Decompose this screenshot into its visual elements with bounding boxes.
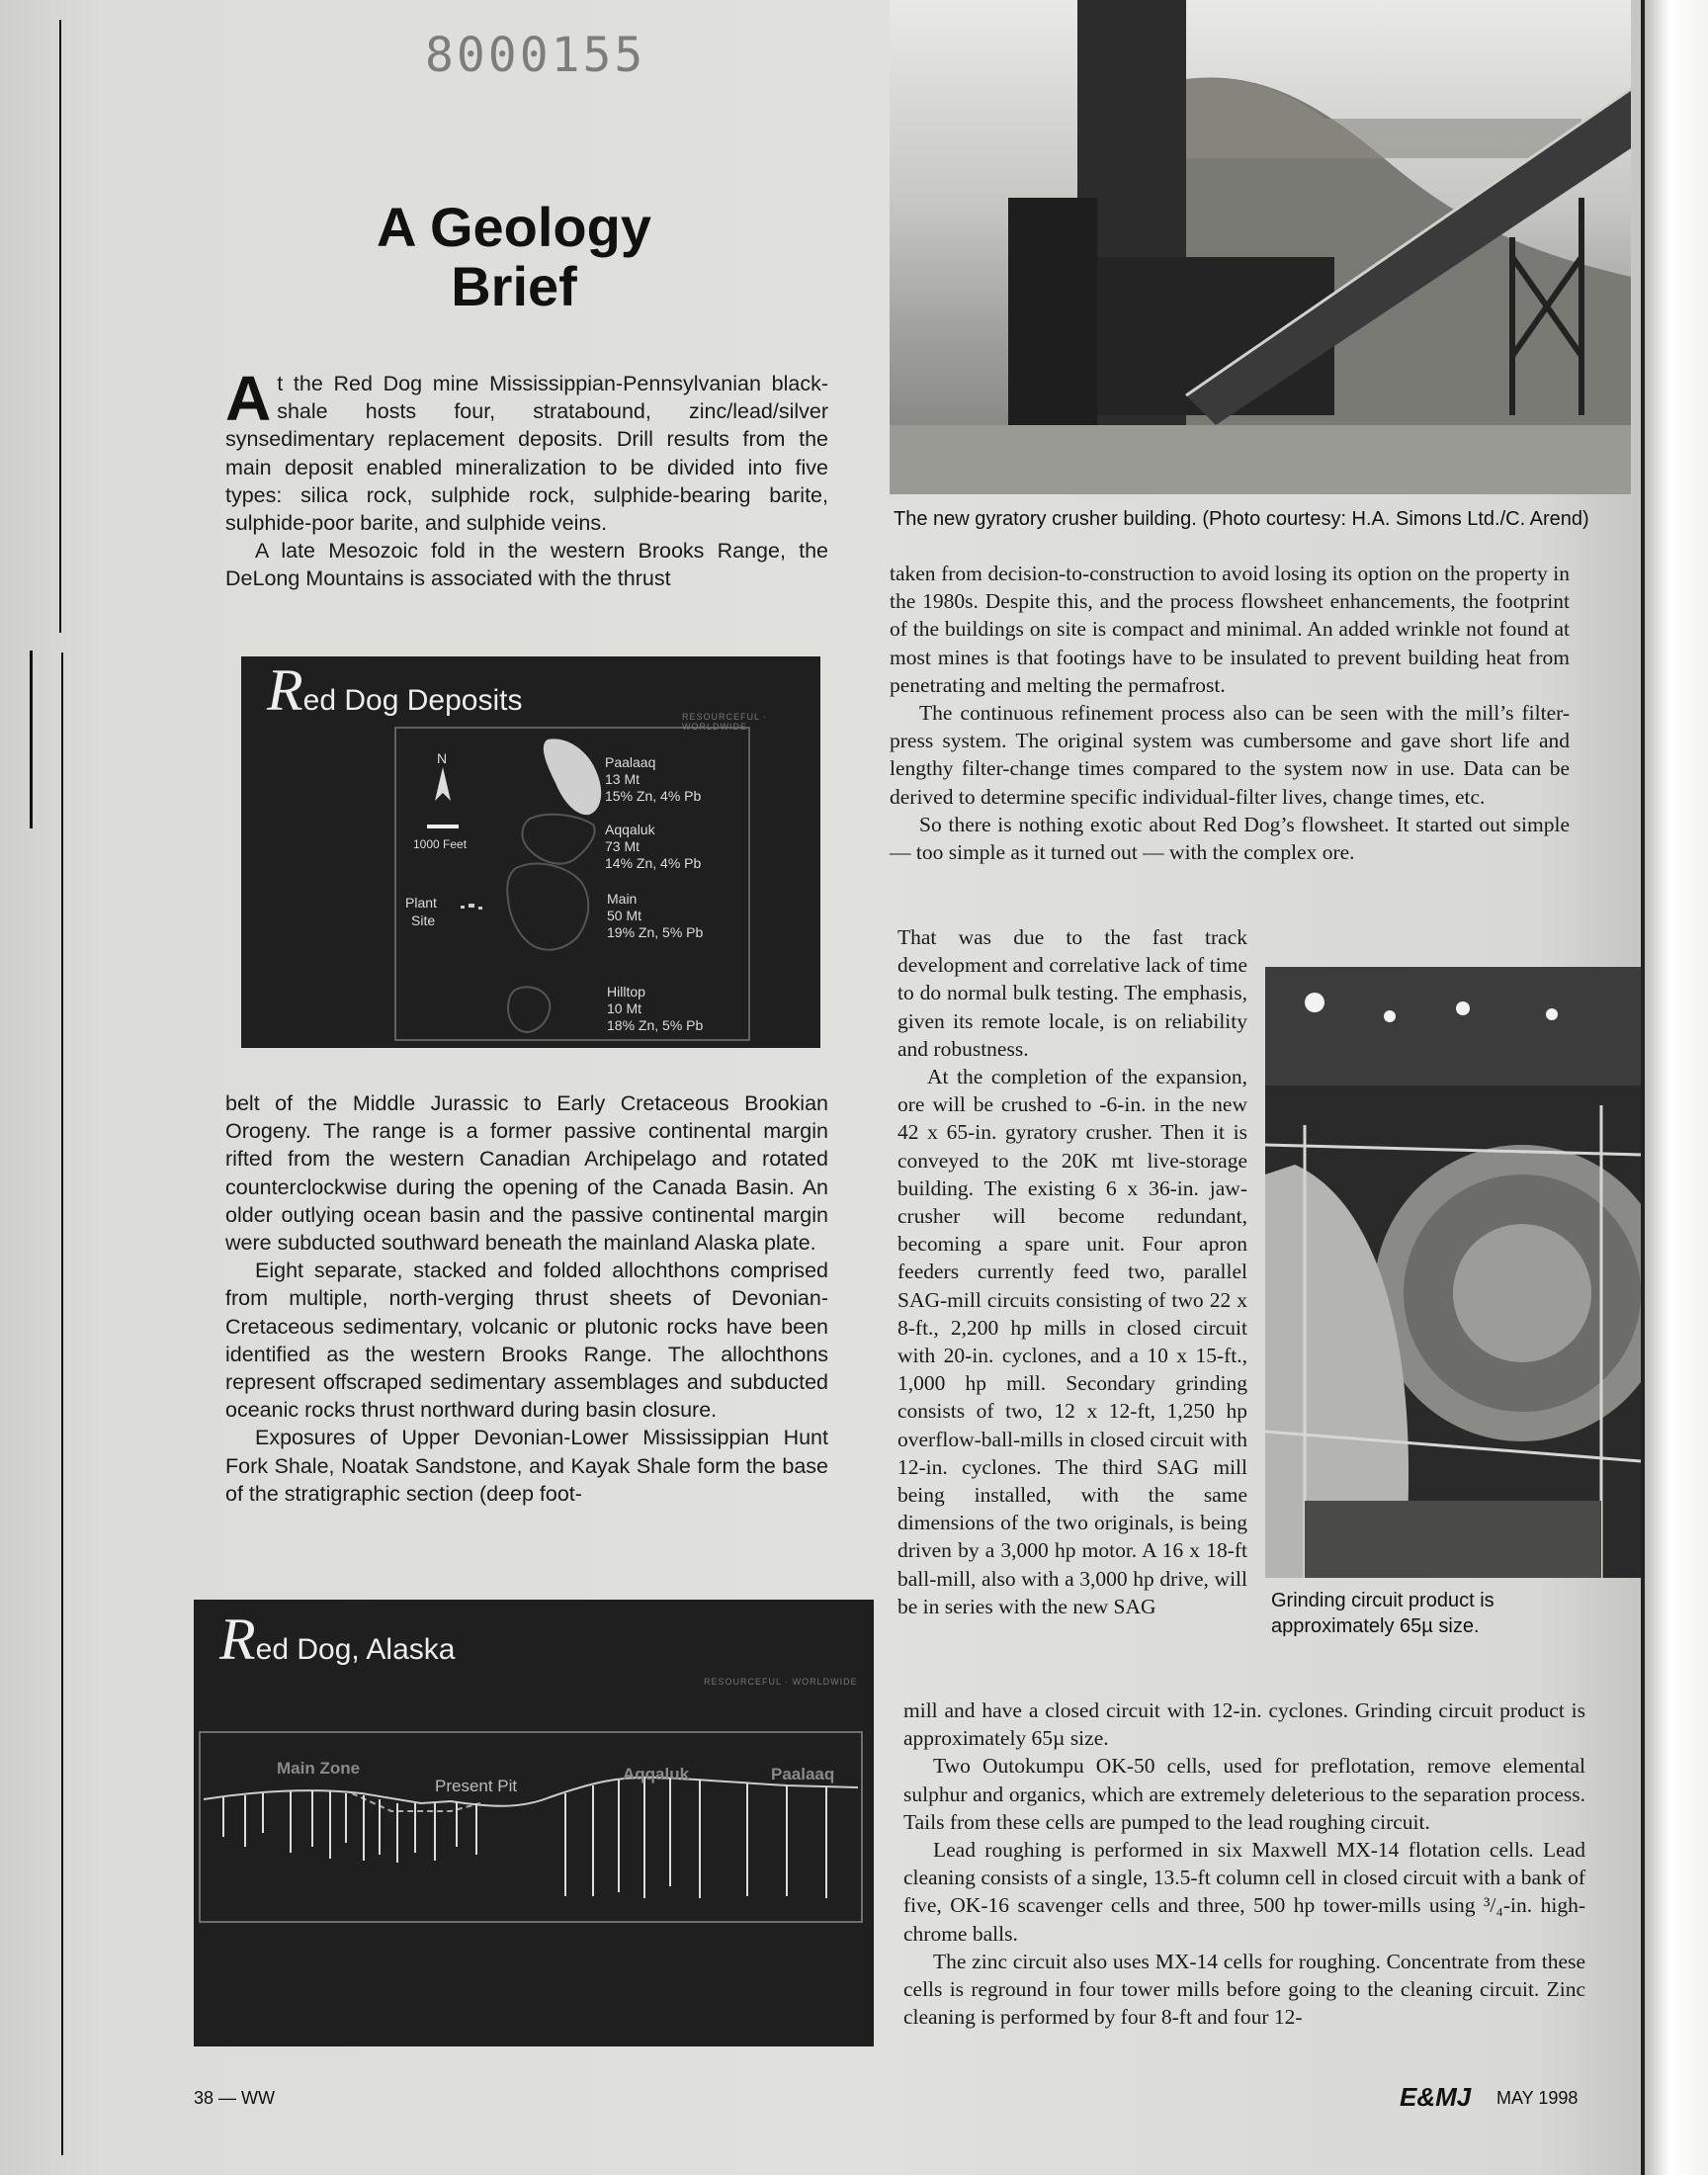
paragraph-4: Exposures of Upper Devonian-Lower Mississippian Hunt Fork Shale, Noatak Sandstone, and Kayak Shale form the base of the stratigraphic section (deep foot- — [225, 1426, 828, 1506]
article-headline — [297, 198, 731, 316]
right-paragraph-3a: So there is nothing exotic about Red Dog’s flowsheet. It started out simple — too simple as it turned out — with the complex ore. — [890, 812, 1570, 865]
svg-text:15% Zn, 4% Pb: 15% Zn, 4% Pb — [605, 788, 702, 804]
hilltop-orebody — [508, 987, 550, 1032]
svg-text:Hilltop: Hilltop — [607, 984, 645, 1000]
figure-red-dog-alaska-section — [194, 1600, 874, 2046]
main-zone-label: Main Zone — [277, 1759, 361, 1778]
paalaaq-orebody — [544, 739, 601, 815]
deposits-map — [241, 656, 820, 1048]
right-column-upper — [890, 560, 1570, 866]
svg-text:50 Mt: 50 Mt — [607, 908, 642, 923]
right-column-narrow — [897, 923, 1247, 1620]
svg-text:13 Mt: 13 Mt — [605, 771, 640, 787]
right-paragraph-5: Two Outokumpu OK-50 cells, used for preflotation, remove elemental sulphur and organics, which are extremely deleterious to the separation process. Tails from these cells are pumped to the lead roughing circuit. — [903, 1754, 1585, 1834]
photo-gyratory-crusher — [890, 0, 1631, 494]
headline-line-1: A Geology — [377, 196, 651, 258]
right-page-edge — [1645, 0, 1708, 2175]
paragraph-2-continued: belt of the Middle Jurassic to Early Cretaceous Brookian Orogeny. The range is a former passive continental margin rifted from the western Canadian Archipelago and rotated counterclockwise during the opening of the Canada Basin. An older outlying ocean basin and the passive continental margin were subducted southward beneath the mainland Alaska plate. — [225, 1091, 828, 1256]
paalaaq-label: Paalaaq — [771, 1765, 835, 1784]
right-paragraph-6: Lead roughing is performed in six Maxwell MX-14 flotation cells. Lead cleaning consists of a single, 13.5-ft column cell in closed circuit with a bank of five, OK-16 scavenger cells and three, 500 hp tower-mills using ³/₄-in. high-chrome balls. — [903, 1838, 1585, 1946]
footer-page-number: 38 — WW — [194, 2088, 276, 2108]
right-paragraph-1: taken from decision-to-construction to avoid losing its option on the property in the 1980s. Despite this, and the process flowsheet enhancements, the footprint of the buildings on site is compact and minimal. An added wrinkle not found at most mines is that footings have to be insulated to prevent building heat from penetrating and melting the permafrost. — [890, 562, 1570, 697]
figure-deposits-watermark: RESOURCEFUL · WORLDWIDE — [682, 712, 768, 732]
document-stamp-top-left: 8000155 — [425, 28, 646, 83]
right-column-lower — [903, 1696, 1585, 2031]
plant-site-label-1: Plant — [405, 895, 437, 911]
svg-text:18% Zn, 5% Pb: 18% Zn, 5% Pb — [607, 1017, 704, 1033]
grinding-photo-caption: Grinding circuit product is approximately 65µ size. — [1271, 1590, 1494, 1637]
north-arrow-icon — [435, 767, 451, 801]
headline-line-2: Brief — [451, 255, 577, 317]
north-label: N — [437, 750, 448, 766]
svg-text:14% Zn, 4% Pb: 14% Zn, 4% Pb — [605, 855, 702, 871]
right-paragraph-7: The zinc circuit also uses MX-14 cells for roughing. Concentrate from these cells is reground in four tower mills before going to the cleaning circuit. Zinc cleaning is performed by four 8-ft and four 12- — [903, 1949, 1585, 2030]
figure-red-dog-deposits — [241, 656, 820, 1048]
left-binding-rule-mark — [30, 651, 33, 828]
svg-text:Paalaaq: Paalaaq — [605, 754, 656, 770]
main-orebody — [507, 864, 588, 950]
plant-site-icon — [461, 904, 482, 910]
right-edge-rule — [1641, 0, 1645, 2175]
aqqaluk-orebody — [523, 815, 595, 864]
crusher-photo-illustration — [890, 0, 1631, 494]
scale-label: 1000 Feet — [413, 837, 468, 851]
svg-text:19% Zn, 5% Pb: 19% Zn, 5% Pb — [607, 924, 704, 940]
svg-text:73 Mt: 73 Mt — [605, 838, 640, 854]
svg-text:10 Mt: 10 Mt — [607, 1000, 642, 1016]
photo-grinding-circuit — [1265, 967, 1641, 1578]
svg-text:Aqqaluk: Aqqaluk — [605, 822, 655, 837]
right-paragraph-3b: That was due to the fast track development and correlative lack of time to do normal bulk testing. The emphasis, given its remote locale, is on reliability and robustness. — [897, 925, 1247, 1061]
right-paragraph-4-end: mill and have a closed circuit with 12-in. cyclones. Grinding circuit product is approximately 65µ size. — [903, 1698, 1585, 1751]
left-binding-rule-lower — [61, 652, 63, 2155]
deposit-main-label — [607, 891, 703, 940]
footer-logo: E&MJ — [1400, 2082, 1472, 2112]
left-binding-rule — [59, 20, 61, 633]
footer-date: MAY 1998 — [1496, 2088, 1579, 2108]
drill-holes — [223, 1778, 826, 1898]
deposit-hilltop-label — [607, 984, 703, 1033]
deposit-paalaaq-label — [605, 754, 701, 804]
figure-section-title: Red Dog, Alaska — [219, 1607, 456, 1672]
ground-surface — [204, 1778, 858, 1806]
paragraph-3: Eight separate, stacked and folded allochthons comprised from multiple, north-verging thrust sheets of Devonian-Cretaceous sedimentary, volcanic or plutonic rocks have been identified as the western Brooks Range. The allochthons represent offscraped sedimentary assemblages and subducted oceanic rocks thrust northward during basin closure. — [225, 1259, 828, 1423]
scale-bar-icon — [427, 825, 459, 828]
drop-cap: A — [225, 363, 272, 434]
right-paragraph-4: At the completion of the expansion, ore will be crushed to -6-in. in the new 42 x 65-in. gyratory crusher. Then it is conveyed to the 20K mt live-storage building. The existing 6 x 36-in. jaw-crusher will become redundant, becoming a spare unit. Four apron feeders currently feed two, parallel SAG-mill circuits consisting of two 22 x 8-ft., 2,200 hp mills in closed circuit with 20-in. cyclones, and a 10 x 15-ft., 1,000 hp mill. Secondary grinding consists of two, 12 x 12-ft, 1,250 hp overflow-ball-mills in closed circuit with 12-in. cyclones. The third SAG mill being installed, with the same dimensions of the two originals, is being driven by a 3,000 hp motor. A 16 x 18-ft ball-mill, also with a 3,000 hp drive, will be in series with the new SAG — [897, 1065, 1247, 1618]
figure-section-watermark: RESOURCEFUL · WORLDWIDE — [704, 1677, 858, 1687]
left-column-upper — [225, 363, 828, 593]
grinding-photo-illustration — [1265, 967, 1641, 1578]
svg-text:Main: Main — [607, 891, 638, 907]
figure-deposits-title: Red Dog Deposits — [267, 657, 523, 723]
plant-site-label-2: Site — [411, 913, 436, 928]
crusher-photo-caption: The new gyratory crusher building. (Photo courtesy: H.A. Simons Ltd./C. Arend) — [894, 508, 1589, 530]
right-paragraph-2: The continuous refinement process also can be seen with the mill’s filter-press system. The original system was cumbersome and gave short life and lengthy filter-change times compared to the system now in use. Data can be derived to determine specific individual-filter lives, change times, etc. — [890, 701, 1570, 809]
paragraph-2-start: A late Mesozoic fold in the western Brooks Range, the DeLong Mountains is associated with the thrust — [225, 539, 828, 591]
left-column-lower — [225, 1089, 828, 1508]
deposit-aqqaluk-label — [605, 822, 701, 871]
present-pit-label: Present Pit — [435, 1777, 518, 1795]
aqqaluk-label: Aqqaluk — [623, 1765, 690, 1784]
cross-section-diagram — [194, 1600, 874, 2046]
paragraph-1: At the Red Dog mine Mississippian-Pennsylvanian black-shale hosts four, stratabound, zinc/lead/silver synsedimentary replacement deposits. Drill results from the main deposit enabled mineralization to be divided into five types: silica rock, sulphide rock, sulphide-bearing barite, sulphide-poor barite, and sulphide veins. — [225, 363, 828, 536]
